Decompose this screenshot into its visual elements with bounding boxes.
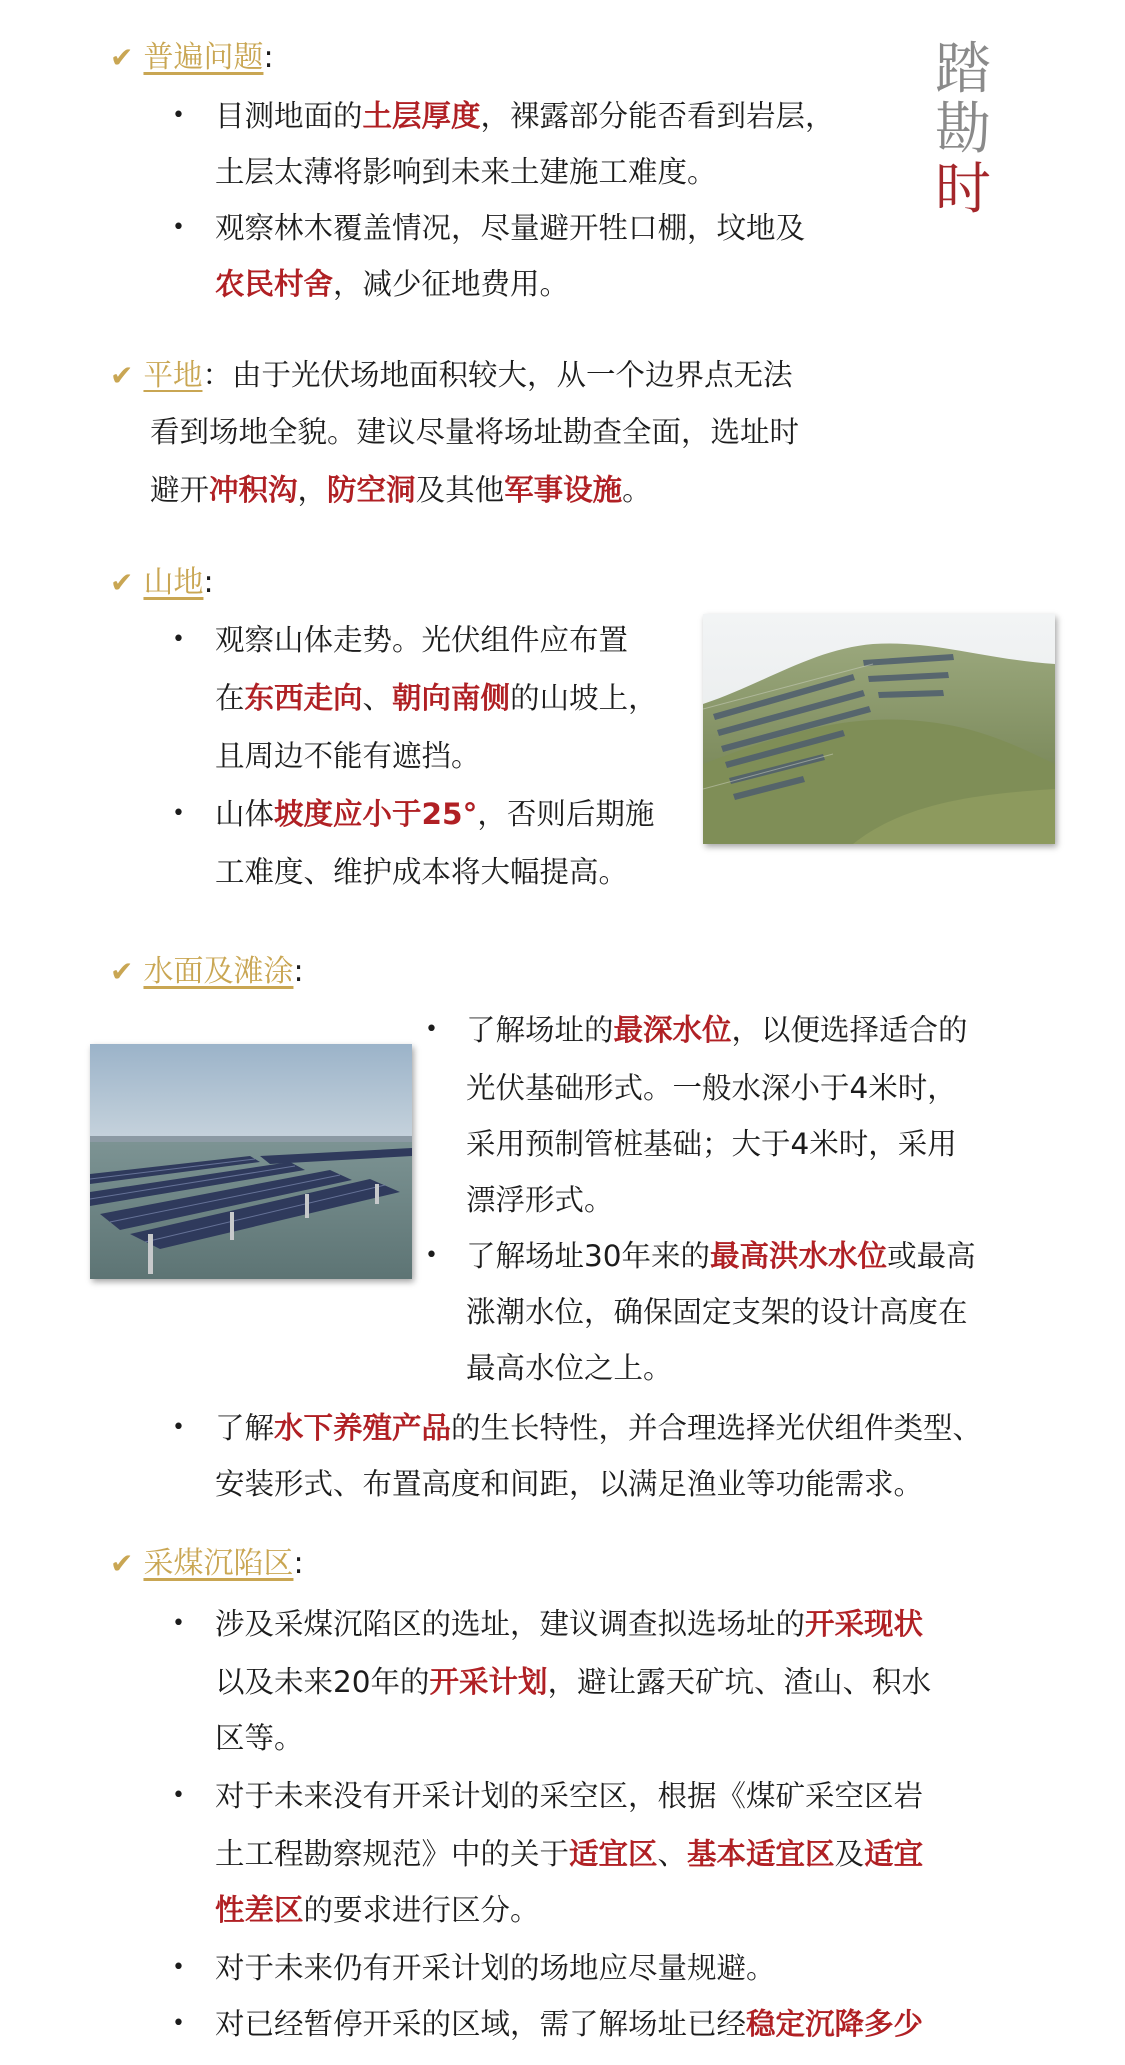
bullet-text: 漂浮形式。 — [466, 1183, 614, 1217]
bullet-text: 对已经暂停开采的区域，需了解场址已经稳定沉降多少 — [215, 2007, 924, 2041]
bullet-dot: • — [172, 215, 185, 240]
section-heading-flat: ✔ 平地：由于光伏场地面积较大，从一个边界点无法 — [110, 358, 793, 392]
side-title-char-3: 时 — [935, 157, 991, 222]
bullet-text: 涨潮水位，确保固定支架的设计高度在 — [466, 1295, 968, 1329]
bullet-text: 涉及采煤沉陷区的选址，建议调查拟选场址的开采现状 — [215, 1607, 924, 1641]
check-icon: ✔ — [110, 566, 134, 599]
check-icon: ✔ — [110, 41, 134, 74]
section-heading-water: ✔ 水面及滩涂: — [110, 954, 304, 989]
check-icon: ✔ — [110, 1547, 134, 1580]
bullet-text: 了解场址30年来的最高洪水水位或最高 — [466, 1239, 976, 1273]
side-title-char-1: 踏 — [935, 37, 991, 102]
bullet-text: 采用预制管桩基础；大于4米时，采用 — [466, 1127, 957, 1161]
water-solar-image — [90, 1044, 412, 1279]
bullet-text: 以及未来20年的开采计划，避让露天矿坑、渣山、积水 — [215, 1665, 932, 1699]
bullet-dot: • — [172, 1955, 185, 1980]
bullet-dot: • — [425, 1017, 438, 1042]
section-heading-common: ✔ 普遍问题: — [110, 40, 274, 75]
paragraph-line: 避开冲积沟，防空洞及其他军事设施。 — [150, 473, 652, 507]
bullet-text: 对于未来仍有开采计划的场地应尽量规避。 — [215, 1951, 776, 1985]
bullet-dot: • — [172, 2011, 185, 2036]
bullet-text: 观察林木覆盖情况，尽量避开牲口棚，坟地及 — [215, 211, 806, 245]
bullet-dot: • — [172, 1415, 185, 1440]
bullet-dot: • — [172, 1611, 185, 1636]
bullet-text: 最高水位之上。 — [466, 1351, 673, 1385]
bullet-text: 光伏基础形式。一般水深小于4米时， — [466, 1071, 957, 1105]
section-title: 平地 — [143, 358, 203, 392]
section-title: 水面及滩涂 — [143, 954, 294, 989]
section-heading-mountain: ✔ 山地: — [110, 565, 214, 600]
bullet-text: 观察山体走势。光伏组件应布置 — [215, 623, 629, 657]
bullet-dot: • — [172, 1783, 185, 1808]
bullet-text: 了解水下养殖产品的生长特性，并合理选择光伏组件类型、 — [215, 1411, 983, 1445]
bullet-dot: • — [172, 103, 185, 128]
section-heading-coal: ✔ 采煤沉陷区: — [110, 1546, 304, 1581]
side-title — [935, 37, 991, 222]
check-icon: ✔ — [110, 359, 134, 392]
mountain-solar-photo — [703, 614, 1055, 844]
check-icon: ✔ — [110, 955, 134, 988]
mountain-solar-image — [703, 614, 1055, 844]
section-title: 采煤沉陷区 — [143, 1546, 294, 1581]
bullet-text: 目测地面的土层厚度，裸露部分能否看到岩层， — [215, 99, 835, 133]
bullet-text: 对于未来没有开采计划的采空区，根据《煤矿采空区岩 — [215, 1779, 924, 1813]
bullet-text: 农民村舍，减少征地费用。 — [215, 267, 570, 301]
water-solar-photo — [90, 1044, 412, 1279]
bullet-text: 工难度、维护成本将大幅提高。 — [215, 855, 629, 889]
bullet-text: 区等。 — [215, 1721, 304, 1755]
bullet-text: 了解场址的最深水位，以便选择适合的 — [466, 1013, 968, 1047]
section-title: 山地 — [143, 565, 204, 600]
bullet-text: 山体坡度应小于25°，否则后期施 — [215, 797, 655, 831]
bullet-dot: • — [172, 627, 185, 652]
paragraph-line: 看到场地全貌。建议尽量将场址勘查全面，选址时 — [150, 415, 800, 449]
bullet-text: 安装形式、布置高度和间距，以满足渔业等功能需求。 — [215, 1467, 924, 1501]
bullet-text: 且周边不能有遮挡。 — [215, 739, 481, 773]
bullet-text: 性差区的要求进行区分。 — [215, 1893, 540, 1927]
bullet-dot: • — [425, 1243, 438, 1268]
bullet-text: 土层太薄将影响到未来土建施工难度。 — [215, 155, 717, 189]
section-title: 普遍问题 — [143, 40, 264, 75]
bullet-dot: • — [172, 801, 185, 826]
bullet-text: 在东西走向、朝向南侧的山坡上， — [215, 681, 658, 715]
side-title-char-2: 勘 — [935, 97, 991, 162]
bullet-text: 土工程勘察规范》中的关于适宜区、基本适宜区及适宜 — [215, 1837, 924, 1871]
